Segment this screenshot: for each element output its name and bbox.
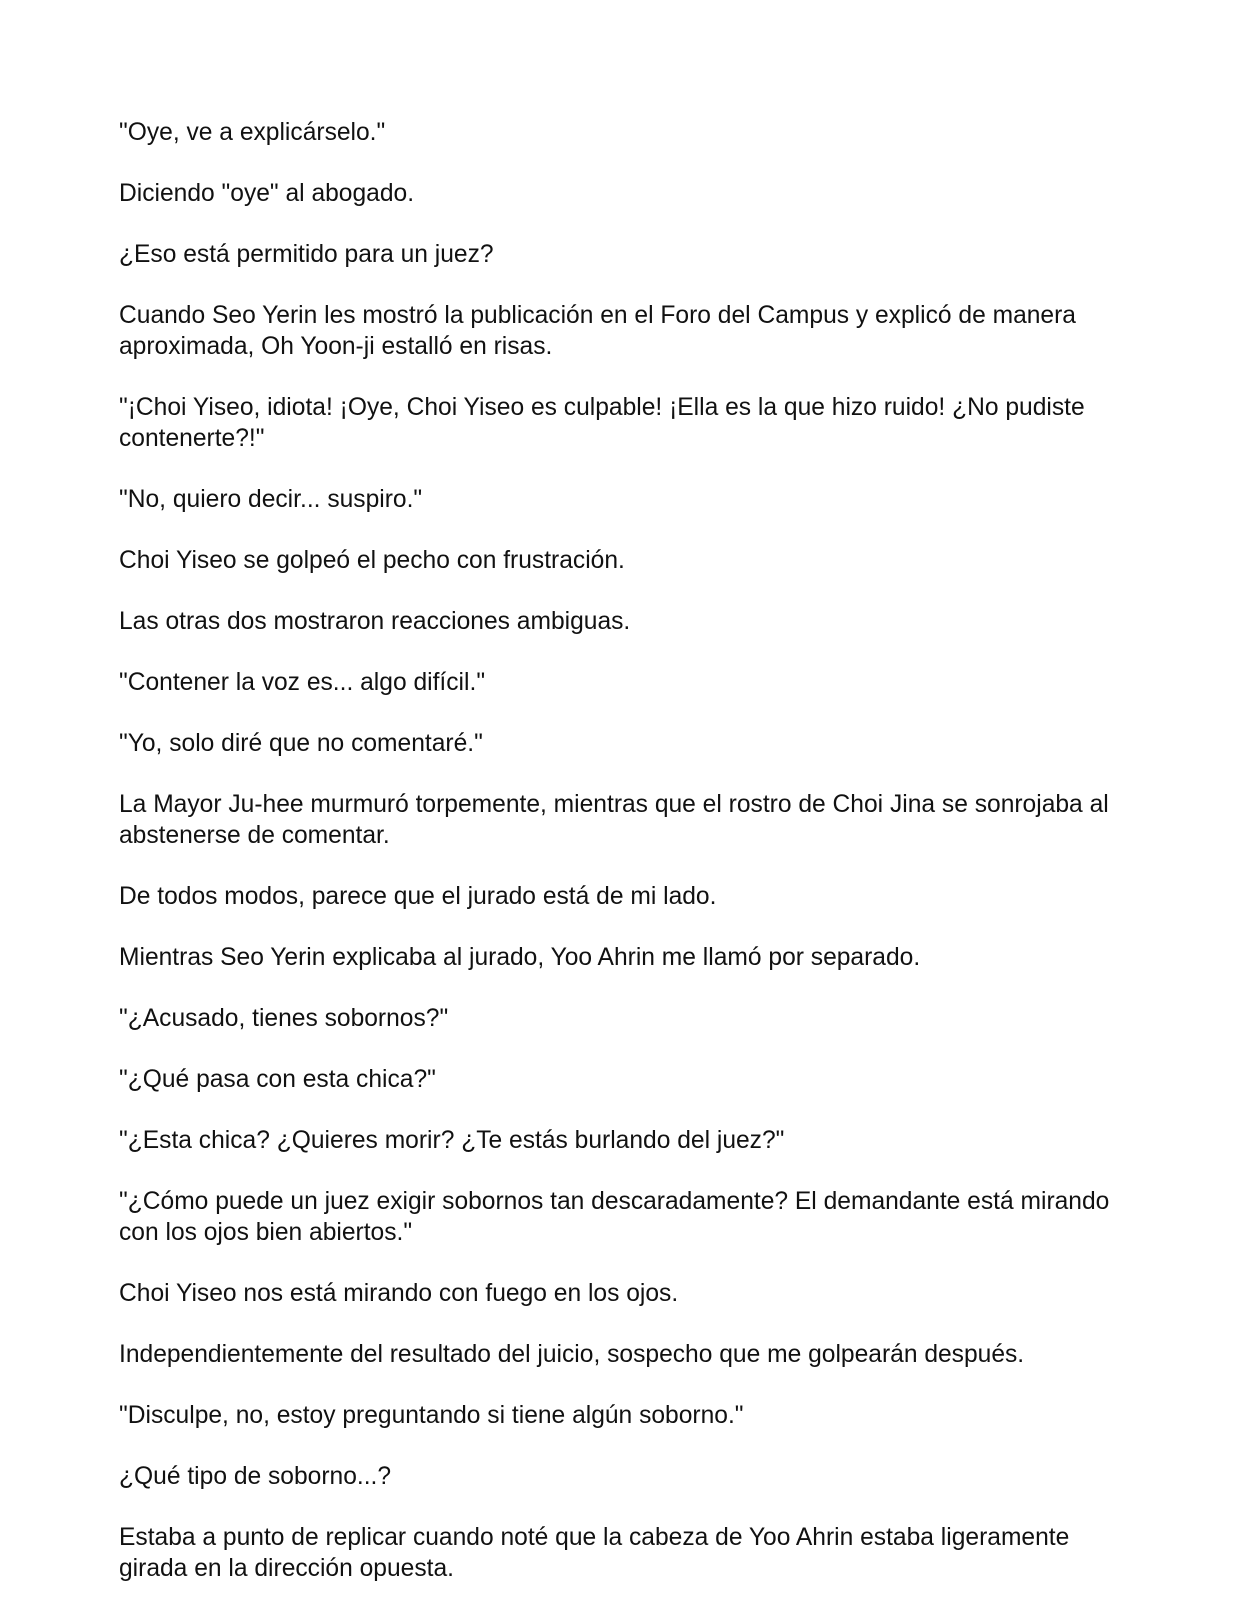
paragraph: "¡Choi Yiseo, idiota! ¡Oye, Choi Yiseo es culpable! ¡Ella es la que hizo ruido! ¿No pudiste contenerte?!" xyxy=(119,394,1085,452)
paragraph: ¿Eso está permitido para un juez? xyxy=(119,241,494,268)
paragraph: Choi Yiseo nos está mirando con fuego en los ojos. xyxy=(119,1280,679,1307)
paragraph: Choi Yiseo se golpeó el pecho con frustración. xyxy=(119,547,625,574)
paragraph: "No, quiero decir... suspiro." xyxy=(119,486,423,513)
paragraph: "Yo, solo diré que no comentaré." xyxy=(119,730,483,757)
document-body xyxy=(119,117,1129,1614)
paragraph: De todos modos, parece que el jurado está de mi lado. xyxy=(119,883,717,910)
paragraph: Cuando Seo Yerin les mostró la publicación en el Foro del Campus y explicó de manera aproximada, Oh Yoon-ji estalló en risas. xyxy=(119,302,1076,360)
paragraph: Independientemente del resultado del juicio, sospecho que me golpearán después. xyxy=(119,1341,1025,1368)
paragraph: La Mayor Ju-hee murmuró torpemente, mientras que el rostro de Choi Jina se sonrojaba al abstenerse de comentar. xyxy=(119,791,1109,849)
paragraph: "¿Cómo puede un juez exigir sobornos tan descaradamente? El demandante está mirando con los ojos bien abiertos." xyxy=(119,1188,1110,1246)
paragraph: Mientras Seo Yerin explicaba al jurado, Yoo Ahrin me llamó por separado. xyxy=(119,944,921,971)
paragraph: "Oye, ve a explicárselo." xyxy=(119,119,386,146)
paragraph: "¿Qué pasa con esta chica?" xyxy=(119,1066,436,1093)
paragraph: "¿Esta chica? ¿Quieres morir? ¿Te estás burlando del juez?" xyxy=(119,1127,785,1154)
paragraph: ¿Qué tipo de soborno...? xyxy=(119,1463,392,1490)
paragraph: "Contener la voz es... algo difícil." xyxy=(119,669,486,696)
paragraph: Diciendo "oye" al abogado. xyxy=(119,180,415,207)
paragraph: "Disculpe, no, estoy preguntando si tiene algún soborno." xyxy=(119,1402,744,1429)
paragraph: Estaba a punto de replicar cuando noté que la cabeza de Yoo Ahrin estaba ligeramente girada en la dirección opuesta. xyxy=(119,1524,1070,1582)
paragraph: Las otras dos mostraron reacciones ambiguas. xyxy=(119,608,631,635)
paragraph: "¿Acusado, tienes sobornos?" xyxy=(119,1005,449,1032)
